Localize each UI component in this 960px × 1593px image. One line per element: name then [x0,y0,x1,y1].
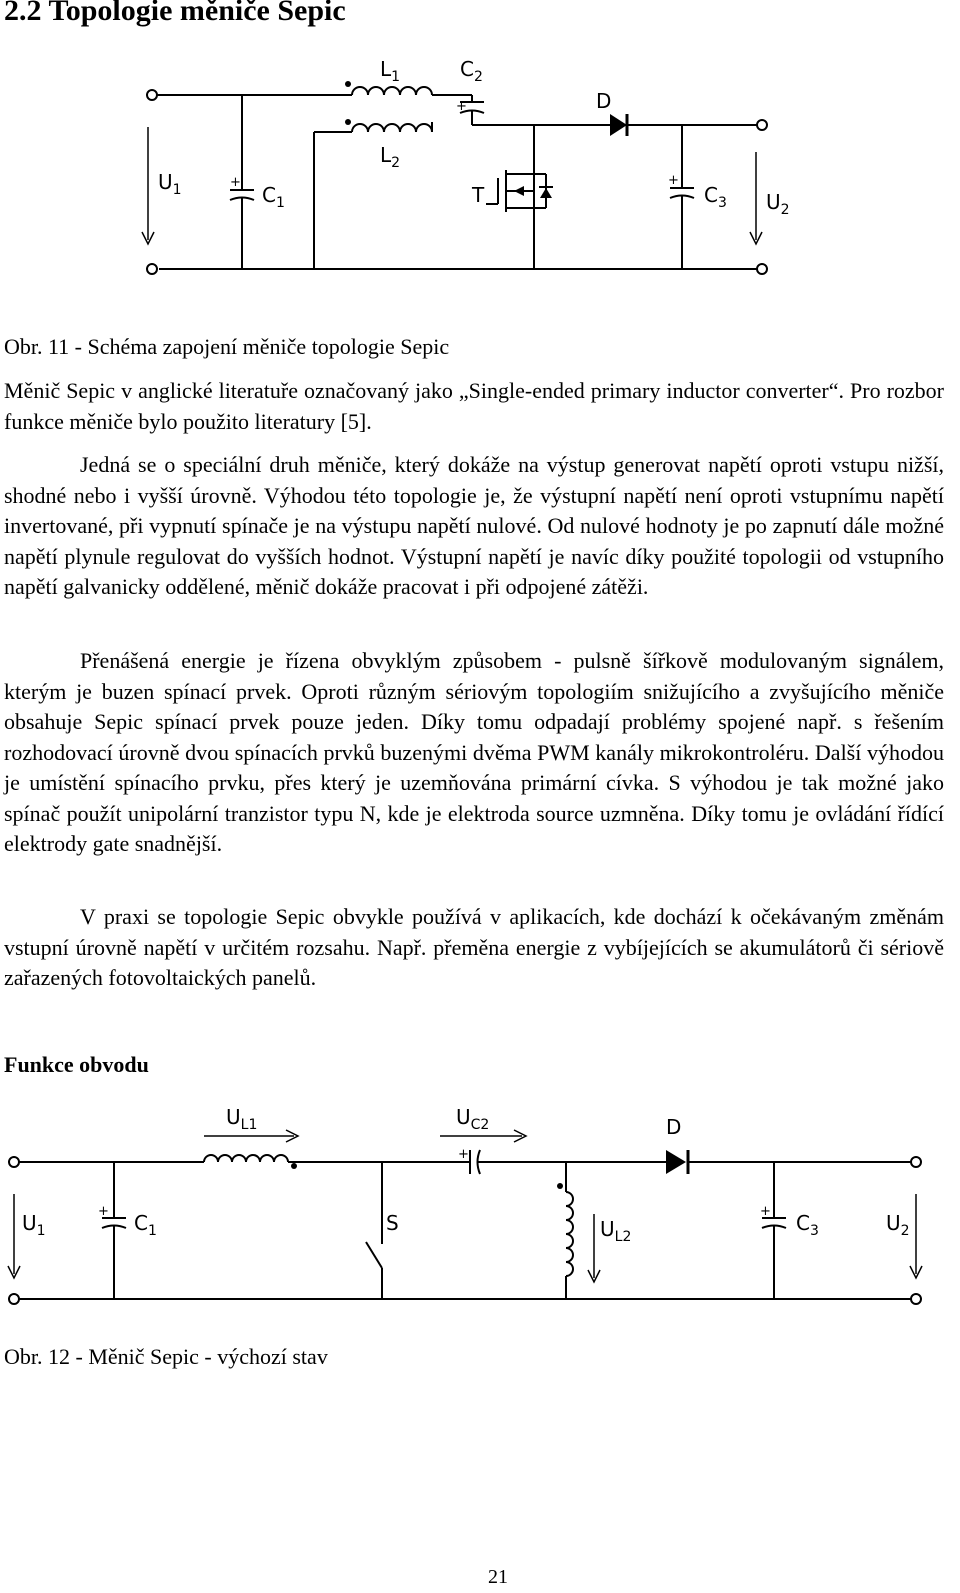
paragraph-3: V praxi se topologie Sepic obvykle používá v aplikacích, kde dochází k očekávaným změnám vstupní úrovně napětí v určitém rozsahu. Např. přeměna energie z vybíjejících se akumulátorů či sériově zařazených fotovoltaických panelů. [4,904,944,990]
label-u2-2: $U_2$ [886,1211,910,1239]
label-c1: $C_1$ [262,183,285,211]
label-c3-2: $C_3$ [796,1211,819,1239]
label-u1-2: $U_1$ [22,1211,46,1239]
svg-text:+: + [98,1204,109,1219]
label-t: T [472,183,485,207]
figure1-caption: Obr. 11 - Schéma zapojení měniče topologie Sepic [4,334,450,359]
section-title: Funkce obvodu [4,1052,149,1077]
svg-text:+: + [458,1147,469,1162]
svg-text:+: + [230,175,241,190]
section-heading: 2.2 Topologie měniče Sepic [4,0,346,27]
svg-text:+: + [760,1204,771,1219]
paragraph-2: Přenášená energie je řízena obvyklým způsobem - pulsně šířkově modulovaným signálem, kterým je buzen spínací prvek. Oproti různým sériovým topologiím snižujícího a zvyšujícího měniče obsahuje Sepic spínací prvek pouze jeden. Díky tomu odpadají problémy spojené např. s řešením rozhodovací úrovně dvou spínacích prvků buzenými dvěma PWM kanály mikrokontroléru. Další výhodou je umístění spínacího prvku, přes který je uzemňována primární cívka. S výhodou je tak možné jako spínač použít unipolární tranzistor typu N, kde je elektroda source uzmněna. Díky tomu je ovládání řídící elektrody gate snadnější. [4,648,944,856]
label-d2: D [666,1115,682,1139]
label-l2: $L_2$ [380,143,401,171]
label-s: S [386,1211,399,1235]
figure-sepic-schematic [134,52,814,320]
svg-text:+: + [456,99,467,114]
label-ul1: $U_{L1}$ [226,1105,258,1133]
label-uc2: $U_{C2}$ [456,1105,490,1133]
svg-text:+: + [668,173,679,188]
label-l1: $L_1$ [380,57,401,85]
page-number: 21 [488,1566,508,1588]
label-c2: $C_2$ [460,57,483,85]
intro-paragraph: Měnič Sepic v anglické literatuře označovaný jako „Single-ended primary inductor converter“. Pro rozbor funkce měniče bylo použito literatury [5]. [4,378,944,434]
label-u2: $U_2$ [766,190,790,218]
label-u1: $U_1$ [158,170,182,198]
figure2-caption: Obr. 12 - Měnič Sepic - výchozí stav [4,1344,328,1369]
label-c1-2: $C_1$ [134,1211,157,1239]
figure-sepic-initial-state [4,1094,924,1314]
label-c3: $C_3$ [704,183,727,211]
label-ul2: $U_{L2}$ [600,1217,632,1245]
paragraph-1: Jedná se o speciální druh měniče, který dokáže na výstup generovat napětí oproti vstupu nižší, shodné nebo i vyšší úrovně. Výhodou této topologie je, že výstupní napětí není oproti vstupnímu napětí invertované, při vypnutí spínače je na výstupu napětí nulové. Od nulové hodnoty je po zapnutí dále možné napětí plynule regulovat do vyšších hodnot. Výstupní napětí je navíc díky použité topologii od vstupního napětí galvanicky oddělené, měnič dokáže pracovat i při odpojené zátěži. [4,452,944,599]
label-d: D [596,89,612,113]
